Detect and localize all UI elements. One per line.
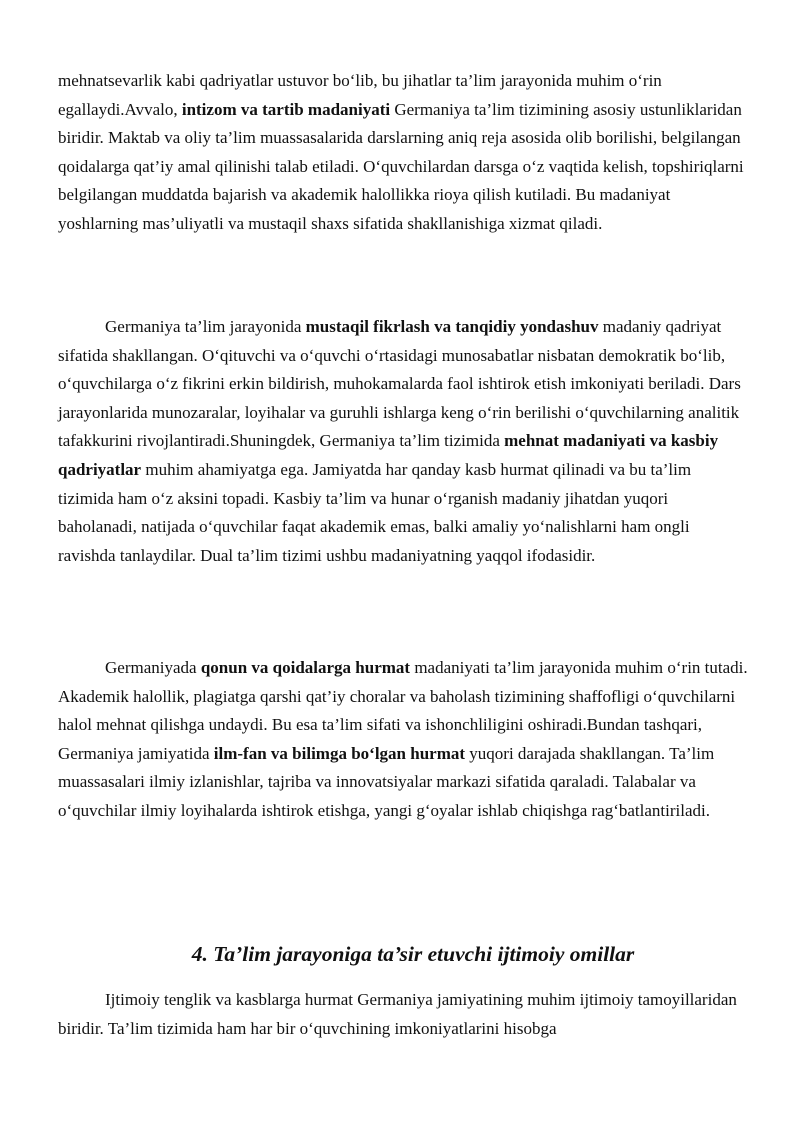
paragraph-1-text: mehnatsevarlik kabi qadriyatlar ustuvor bo‘lib, bu jihatlar ta’lim jarayonida muhim o‘rin egallaydi.Avvalo, [58, 71, 662, 119]
paragraph-3-bold-phrase: qonun va qoidalarga hurmat [200, 658, 411, 677]
section-heading: 4. Ta’lim jarayoniga ta’sir etuvchi ijtimoiy omillar [191, 942, 635, 966]
paragraph-3-text: madaniyati ta’lim jarayonida muhim o‘rin tutadi. Akademik halollik, plagiatga qarshi qat’iy choralar va baholash tizimining shaffofligi o‘quvchilarni halol mehnat qilishga undaydi. Bu esa ta’lim sifati va ishonchliligini oshiradi.Bundan tashqari, Germaniya jamiyatida [58, 658, 748, 763]
paragraph-3-text: yuqori darajada shakllangan. Ta’lim muassasalari ilmiy izlanishlar, tajriba va innovatsiyalar markazi sifatida qaraladi. Talabalar va o‘quvchilar ilmiy loyihalarda ishtirok etishga, yangi g‘oyalar ishlab chiqishga rag‘batlantiriladi. [58, 743, 715, 820]
paragraph-2-bold-phrase: mehnat madaniyati va kasbiy qadriyatlar [58, 431, 719, 479]
paragraph-3-text: Germaniyada [105, 658, 201, 677]
section-paragraph: Ijtimoiy tenglik va kasblarga hurmat Germaniya jamiyatining muhim ijtimoiy tamoyillaridan biridir. Ta’lim tizimida ham har bir o‘quvchining imkoniyatlarini hisobga [58, 990, 737, 1038]
paragraph-2 [58, 313, 748, 570]
paragraph-2-bold-phrase: mustaqil fikrlash va tanqidiy yondashuv [305, 317, 599, 336]
paragraph-1-text: Germaniya ta’lim tizimining asosiy ustunliklaridan biridir. Maktab va oliy ta’lim muassasalarida darslarning aniq reja asosida olib borilishi, belgilangan qoidalarga qat’iy amal qilinishi talab etiladi. O‘quvchilardan darsga o‘z vaqtida kelish, topshiriqlarni belgilangan muddatda bajarish va akademik halollikka rioya qilish kutiladi. Bu madaniyat yoshlarning mas’uliyatli va mustaqil shaxs sifatida shakllanishiga xizmat qiladi. [58, 99, 744, 233]
paragraph-3 [58, 654, 748, 826]
paragraph-1 [58, 67, 748, 239]
paragraph-2-text: muhim ahamiyatga ega. Jamiyatda har qanday kasb hurmat qilinadi va bu ta’lim tizimida ham o‘z aksini topadi. Kasbiy ta’lim va hunar o‘rganish madaniy jihatdan yuqori baholanadi, natijada o‘quvchilar faqat akademik emas, balki amaliy yo‘nalishlarni ham ongli ravishda tanlaydilar. Dual ta’lim tizimi ushbu madaniyatning yaqqol ifodasidir. [58, 459, 692, 565]
paragraph-2-text: madaniy qadriyat sifatida shakllangan. O‘qituvchi va o‘quvchi o‘rtasidagi munosabatlar nisbatan demokratik bo‘lib, o‘quvchilarga o‘z fikrini erkin bildirish, muhokamalarda faol ishtirok etish imkoniyati beriladi. Dars jarayonlarida munozaralar, loyihalar va guruhli ishlarga keng o‘rin berilishi o‘quvchilarning analitik tafakkurini rivojlantiradi.Shuningdek, Germaniya ta’lim tizimida [58, 317, 741, 451]
paragraph-1-bold-phrase: intizom va tartib madaniyati [181, 99, 391, 119]
paragraph-3-bold-phrase: ilm-fan va bilimga bo‘lgan hurmat [213, 743, 466, 763]
paragraph-2-text: Germaniya ta’lim jarayonida [105, 317, 306, 336]
